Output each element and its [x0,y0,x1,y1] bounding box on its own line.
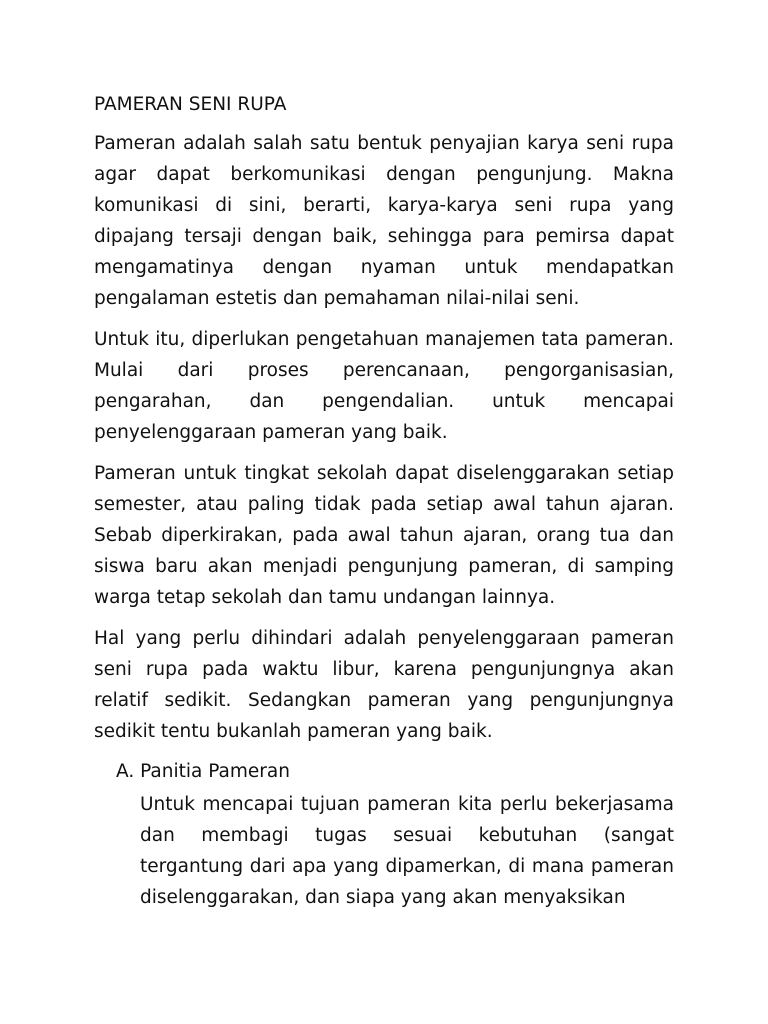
paragraph-1: Pameran adalah salah satu bentuk penyajian karya seni rupa agar dapat berkomunikasi dengan pengunjung. Makna komunikasi di sini, berarti, karya-karya seni rupa yang dipajang tersaji dengan baik, sehingga para pemirsa dapat mengamatinya dengan nyaman untuk mendapatkan pengalaman estetis dan pemahaman nilai-nilai seni. [94,133,674,309]
paragraph-3: Pameran untuk tingkat sekolah dapat diselenggarakan setiap semester, atau paling tidak pada setiap awal tahun ajaran. Sebab diperkirakan, pada awal tahun ajaran, orang tua dan siswa baru akan menjadi pengunjung pameran, di samping warga tetap sekolah dan tamu undangan lainnya. [94,463,674,608]
document-title: PAMERAN SENI RUPA [94,94,287,115]
list-item-body: Untuk mencapai tujuan pameran kita perlu bekerjasama dan membagi tugas sesuai kebutuhan (sangat tergantung dari apa yang dipamerkan, di mana pameran diselenggarakan, dan siapa yang akan menyaksikan [140,794,674,908]
list-item-panitia [116,757,674,913]
paragraph-2: Untuk itu, diperlukan pengetahuan manajemen tata pameran. Mulai dari proses perencanaan, pengorganisasian, pengarahan, dan pengendalian. untuk mencapai penyelenggaraan pameran yang baik. [94,329,674,443]
document-content [94,90,674,913]
list-item-label: A. Panitia Pameran [116,761,290,782]
paragraph-4: Hal yang perlu dihindari adalah penyelenggaraan pameran seni rupa pada waktu libur, karena pengunjungnya akan relatif sedikit. Sedangkan pameran yang pengunjungnya sedikit tentu bukanlah pameran yang baik. [94,628,674,742]
